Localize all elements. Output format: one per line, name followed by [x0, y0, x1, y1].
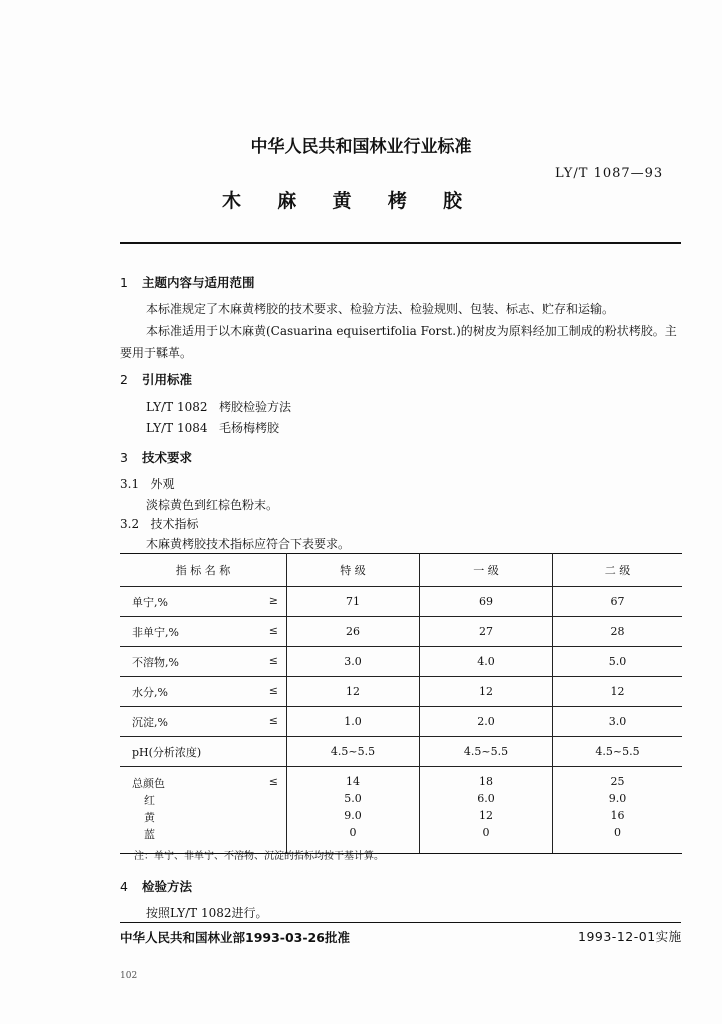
value-cell: 12	[420, 677, 553, 707]
value-cell: 4.5~5.5	[420, 737, 553, 767]
color-sub-label: 红	[144, 794, 155, 807]
indicator-name: 水分,%	[132, 685, 168, 699]
reference-item: LY/T 1082 栲胶检验方法	[146, 400, 291, 414]
limit-symbol: ≤	[268, 683, 278, 697]
section-3-heading: 3 技术要求	[120, 450, 193, 465]
indicator-name: 沉淀,%	[132, 715, 168, 729]
indicator-name: 单宁,%	[132, 595, 168, 609]
value-cell: 28	[553, 617, 683, 647]
indicator-name: 不溶物,%	[132, 655, 179, 669]
section-1-paragraph-2-cont: 要用于鞣革。	[120, 346, 193, 360]
limit-symbol: ≥	[268, 593, 278, 607]
value-cell: 14	[346, 775, 360, 788]
table-note: 注：单宁、非单宁、不溶物、沉淀的指标均按干基计算。	[134, 851, 384, 862]
indicator-name: 非单宁,%	[132, 625, 179, 639]
document-title	[222, 186, 462, 213]
standard-category-title: 中华人民共和国林业行业标准	[250, 137, 472, 157]
title-char: 麻	[277, 190, 297, 212]
value-cell: 3.0	[287, 647, 420, 677]
reference-item: LY/T 1084 毛杨梅栲胶	[146, 421, 279, 435]
value-cell: 0	[482, 826, 490, 839]
approval-line: 中华人民共和国林业部1993-03-26批准	[120, 930, 350, 945]
color-sub-label: 蓝	[144, 828, 155, 841]
section-1-heading: 1 主题内容与适用范围	[120, 275, 255, 290]
value-cell: 1.0	[287, 707, 420, 737]
value-cell: 4.5~5.5	[287, 737, 420, 767]
value-cell: 71	[287, 587, 420, 617]
implementation-date: 1993-12-01实施	[578, 929, 682, 944]
limit-symbol: ≤	[268, 713, 278, 727]
title-char: 栲	[387, 190, 407, 212]
value-cell: 16	[610, 809, 625, 822]
value-cell: 3.0	[553, 707, 683, 737]
indicator-name: pH(分析浓度)	[132, 745, 202, 759]
title-char: 黄	[332, 190, 352, 212]
section-1-paragraph-1: 本标准规定了木麻黄栲胶的技术要求、检验方法、检验规则、包装、标志、贮存和运输。	[146, 302, 615, 316]
table-row	[120, 737, 682, 767]
value-cell: 9.0	[608, 792, 627, 805]
section-4-heading: 4 检验方法	[120, 879, 193, 894]
table-header-cell: 指 标 名 称	[120, 554, 287, 587]
subsection-3-1-heading: 3.1 外观	[120, 477, 175, 491]
section-1-paragraph-2: 本标准适用于以木麻黄(Casuarina equisertifolia Forst.)的树皮为原料经加工制成的粉状栲胶。主	[146, 324, 677, 338]
table-header-cell: 二 级	[553, 554, 683, 587]
table-row	[120, 677, 682, 707]
limit-symbol: ≤	[268, 623, 278, 637]
table-header-cell: 特 级	[287, 554, 420, 587]
standard-code: LY/T 1087—93	[555, 166, 664, 181]
table-row	[120, 617, 682, 647]
subsection-3-2-text: 木麻黄栲胶技术指标应符合下表要求。	[146, 537, 351, 551]
header-divider	[120, 242, 681, 244]
value-cell: 0	[614, 826, 621, 839]
page-number: 102	[120, 971, 138, 981]
value-cell: 6.0	[477, 792, 495, 805]
table-row	[120, 587, 682, 617]
technical-spec-table	[120, 553, 682, 854]
value-cell: 26	[287, 617, 420, 647]
section-2-heading: 2 引用标准	[120, 372, 193, 387]
value-cell: 25	[610, 775, 625, 788]
table-row	[120, 707, 682, 737]
section-4-text: 按照LY/T 1082进行。	[146, 906, 268, 920]
indicator-name: 总颜色	[132, 777, 165, 790]
title-char: 木	[222, 190, 242, 212]
value-cell: 12	[287, 677, 420, 707]
limit-symbol: ≤	[268, 653, 278, 667]
value-cell: 0	[349, 826, 357, 839]
table-row	[120, 647, 682, 677]
limit-symbol: ≤	[268, 775, 278, 788]
value-cell: 2.0	[420, 707, 553, 737]
subsection-3-1-text: 淡棕黄色到红棕色粉末。	[146, 498, 279, 512]
value-cell: 5.0	[344, 792, 362, 805]
value-cell: 69	[420, 587, 553, 617]
value-cell: 5.0	[553, 647, 683, 677]
footer-divider	[120, 922, 681, 923]
value-cell: 12	[479, 809, 493, 822]
value-cell: 9.0	[344, 809, 362, 822]
value-cell: 4.5~5.5	[553, 737, 683, 767]
value-cell: 12	[553, 677, 683, 707]
table-row-color	[120, 767, 682, 854]
table-header-row	[120, 554, 682, 587]
color-sub-label: 黄	[144, 811, 155, 824]
table-header-cell: 一 级	[420, 554, 553, 587]
value-cell: 18	[479, 775, 493, 788]
value-cell: 4.0	[420, 647, 553, 677]
subsection-3-2-heading: 3.2 技术指标	[120, 517, 199, 531]
title-char: 胶	[442, 190, 462, 212]
value-cell: 27	[420, 617, 553, 647]
value-cell: 67	[553, 587, 683, 617]
